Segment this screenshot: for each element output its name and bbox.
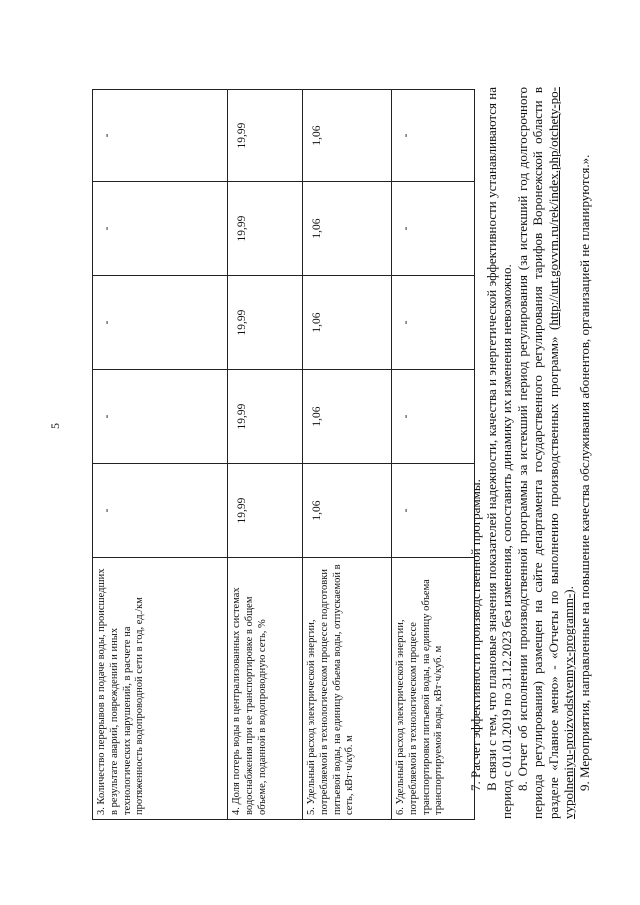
indicator-value: 19,99	[228, 182, 303, 276]
indicator-value: -	[392, 464, 475, 558]
table-row	[228, 90, 303, 820]
indicator-value: 19,99	[228, 90, 303, 182]
indicators-table	[92, 89, 475, 820]
paragraph-7-heading: 7. Расчет эффективности производственной программы.	[468, 479, 483, 791]
indicator-value: -	[93, 370, 228, 464]
rotated-content	[50, 47, 590, 857]
indicator-label: 4. Доля потерь воды в централизованных системах водоснабжения при ее транспортировке в общем объеме, поданной в водопроводную сеть, %	[228, 558, 303, 820]
indicator-label: 3. Количество перерывов в подаче воды, происшедших в результате аварий, повреждений и иных технологических нарушений, в расчете на протяженность водопроводной сети в год, ед./км	[93, 558, 228, 820]
indicator-value: 19,99	[228, 464, 303, 558]
paragraph-8-tail: ).	[561, 586, 576, 594]
indicator-value: 1,06	[303, 182, 392, 276]
indicator-value: -	[93, 464, 228, 558]
indicator-value: -	[392, 276, 475, 370]
table-row	[392, 90, 475, 820]
indicator-value: -	[93, 90, 228, 182]
indicator-value: 19,99	[228, 276, 303, 370]
indicator-value: -	[93, 182, 228, 276]
table-row	[93, 90, 228, 820]
indicator-value: 1,06	[303, 464, 392, 558]
indicator-value: 1,06	[303, 370, 392, 464]
table-row	[303, 90, 392, 820]
indicator-value: 1,06	[303, 276, 392, 370]
paragraph-9: 9. Мероприятия, направленные на повышение качества обслуживания абонентов, организацией не планируются.».	[576, 154, 592, 791]
indicator-label: 5. Удельный расход электрической энергии, потребляемой в технологическом процессе подготовки питьевой воды, на единицу объема воды, отпускаемой в сеть, кВт·ч/куб. м	[303, 558, 392, 820]
indicator-value: 1,06	[303, 90, 392, 182]
paragraph-8	[515, 87, 577, 819]
paragraph-7-body: В связи с тем, что плановые значения показателей надежности, качества и энергетической эффективности устанавливаются на период с 01.01.2019 по 31.12.2023 без изменения, сопоставить динамику их изменения невозможно.	[483, 87, 514, 819]
indicator-label: 6. Удельный расход электрической энергии, потребляемой в технологическом процессе транспортировки питьевой воды, на единицу объема транспортируемой воды, кВт·ч/куб. м	[392, 558, 475, 820]
indicator-value: 19,99	[228, 370, 303, 464]
indicator-value: -	[392, 370, 475, 464]
paragraph-8-text: 8. Отчет об исполнении производственной программы за истекший период регулирования (за истекший год долгосрочного периода регулирования) размещен на сайте департамента государственного регулирования тарифов Воронежской области в разделе «Главное меню» - «Отчеты по выполнению производственных программ» (	[514, 87, 561, 819]
report-link[interactable]: http://urt.govvrn.ru/rek/index.php/otchety-po-vypolneniyu-proizvodstvennyx-programm-	[545, 87, 576, 819]
body-text	[468, 87, 592, 819]
page-number: 5	[48, 423, 62, 429]
indicator-value: -	[392, 90, 475, 182]
indicator-value: -	[93, 276, 228, 370]
indicator-value: -	[392, 182, 475, 276]
